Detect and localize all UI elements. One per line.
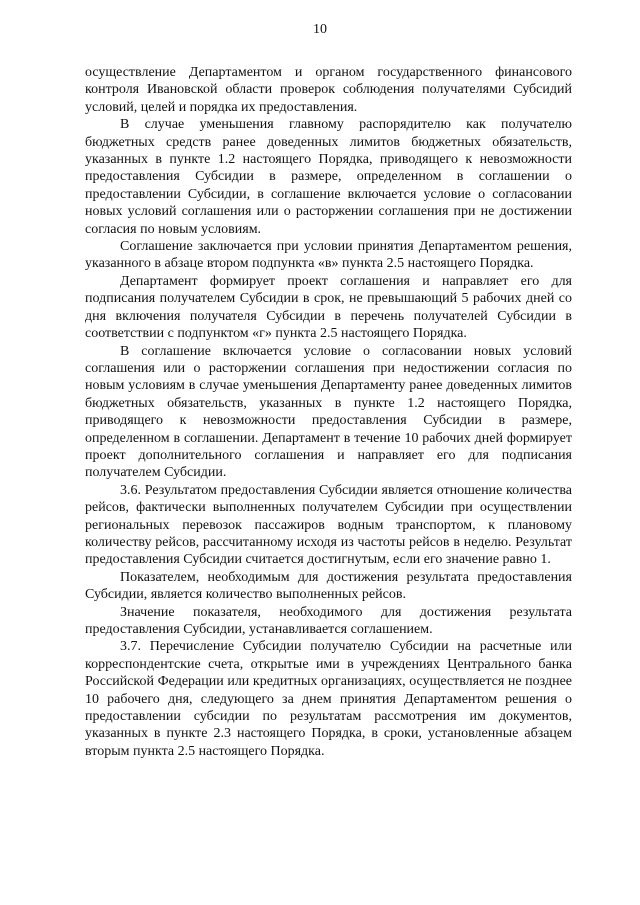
paragraph: Департамент формирует проект соглашения и направляет его для подписания получателем Субсидии в срок, не превышающий 5 рабочих дней со дня включения получателя Субсидии в перечень получателей Субсидии в соответствии с подпунктом «г» пункта 2.5 настоящего Порядка.: [85, 273, 572, 342]
paragraph: В соглашение включается условие о согласовании новых условий соглашения или о расторжении соглашения при недостижении согласия по новым условиям в случае уменьшения Департаменту ранее доведенных лимитов бюджетных обязательств, указанных в пункте 1.2 настоящего Порядка, приводящего к невозможности предоставления Субсидии в размере, определенном в соглашении. Департамент в течение 10 рабочих дней формирует проект дополнительного соглашения и направляет его для подписания получателем Субсидии.: [85, 343, 572, 481]
paragraph: Значение показателя, необходимого для достижения результата предоставления Субсидии, устанавливается соглашением.: [85, 604, 572, 637]
paragraph-clause-3-7: 3.7. Перечисление Субсидии получателю Субсидии на расчетные или корреспондентские счета, открытые ими в учреждениях Центрального банка Российской Федерации или кредитных организациях, осуществляется не позднее 10 рабочего дня, следующего за днем принятия Департаментом решения о предоставлении субсидии по результатам рассмотрения им документов, указанных в пункте 2.3 настоящего Порядка, в сроки, установленные абзацем вторым пункта 2.5 настоящего Порядка.: [85, 639, 572, 759]
paragraph: Показателем, необходимым для достижения результата предоставления Субсидии, является количество выполненных рейсов.: [85, 569, 572, 603]
paragraph-continuation: осуществление Департаментом и органом государственного финансового контроля Ивановской области проверок соблюдения получателями Субсидий условий, целей и порядка их предоставления.: [85, 65, 572, 115]
document-body: [85, 64, 572, 760]
page-number: 10: [313, 22, 327, 37]
paragraph: Соглашение заключается при условии принятия Департаментом решения, указанного в абзаце втором подпункта «в» пункта 2.5 настоящего Порядка.: [85, 239, 572, 272]
paragraph-clause-3-6: 3.6. Результатом предоставления Субсидии является отношение количества рейсов, фактически выполненных получателем Субсидии при осуществлении региональных перевозок пассажиров водным транспортом, к плановому количеству рейсов, рассчитанному исходя из частоты рейсов в неделю. Результат предоставления Субсидии считается достигнутым, если его значение равно 1.: [85, 482, 572, 568]
paragraph: В случае уменьшения главному распорядителю как получателю бюджетных средств ранее доведенных лимитов бюджетных обязательств, указанных в пункте 1.2 настоящего Порядка, приводящего к невозможности предоставления Субсидии в размере, определенном в соглашении о предоставлении Субсидии, в соглашение включается условие о согласовании новых условий соглашения или о расторжении соглашения при не достижении согласия по новым условиям.: [85, 117, 572, 237]
